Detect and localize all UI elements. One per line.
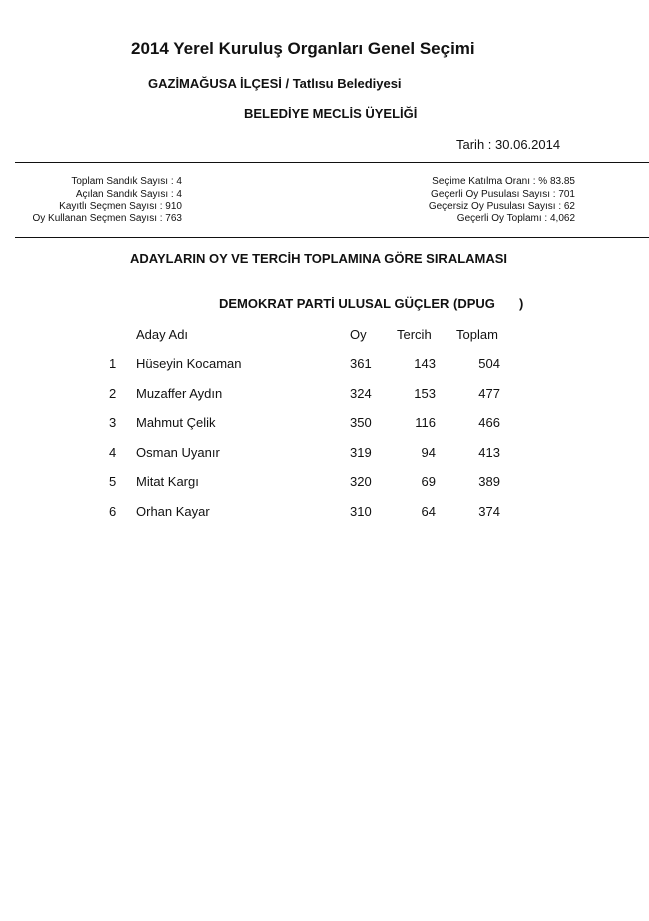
row-tercih: 64 bbox=[421, 504, 436, 519]
row-toplam: 466 bbox=[478, 415, 500, 430]
row-toplam: 374 bbox=[478, 504, 500, 519]
row-tercih: 69 bbox=[421, 474, 436, 489]
row-toplam: 477 bbox=[478, 386, 500, 401]
row-candidate-name: Muzaffer Aydın bbox=[136, 386, 223, 401]
row-tercih: 153 bbox=[414, 386, 436, 401]
stat-registered-voters: Kayıtlı Seçmen Sayısı : 910 bbox=[59, 201, 182, 212]
stat-valid-ballots: Geçerli Oy Pusulası Sayısı : 701 bbox=[431, 189, 575, 200]
row-rank: 3 bbox=[109, 415, 117, 430]
header-tercih: Tercih bbox=[397, 327, 432, 342]
row-rank: 2 bbox=[109, 386, 117, 401]
row-candidate-name: Orhan Kayar bbox=[136, 504, 210, 519]
row-toplam: 504 bbox=[478, 356, 500, 371]
stat-turnout: Seçime Katılma Oranı : % 83.85 bbox=[432, 176, 575, 187]
report-date: Tarih : 30.06.2014 bbox=[456, 137, 561, 152]
row-tercih: 143 bbox=[414, 356, 436, 371]
row-oy: 361 bbox=[350, 356, 372, 371]
top-divider bbox=[15, 162, 649, 163]
section-title: ADAYLARIN OY VE TERCİH TOPLAMINA GÖRE SIRALAMASI bbox=[130, 251, 508, 266]
party-name: DEMOKRAT PARTİ ULUSAL GÜÇLER (DPUG bbox=[219, 296, 495, 311]
office-subtitle: BELEDİYE MECLİS ÜYELİĞİ bbox=[244, 106, 418, 121]
row-rank: 5 bbox=[109, 474, 117, 489]
header-toplam: Toplam bbox=[456, 327, 498, 342]
row-rank: 1 bbox=[109, 356, 117, 371]
row-oy: 319 bbox=[350, 445, 372, 460]
stat-opened-ballot-boxes: Açılan Sandık Sayısı : 4 bbox=[75, 189, 182, 200]
row-oy: 324 bbox=[350, 386, 372, 401]
stat-invalid-ballots: Geçersiz Oy Pusulası Sayısı : 62 bbox=[428, 201, 575, 212]
row-candidate-name: Mahmut Çelik bbox=[136, 415, 216, 430]
header-candidate-name: Aday Adı bbox=[136, 327, 189, 342]
row-tercih: 94 bbox=[421, 445, 436, 460]
party-name-close: ) bbox=[519, 296, 524, 311]
stat-valid-vote-total: Geçerli Oy Toplamı : 4,062 bbox=[456, 213, 575, 224]
row-candidate-name: Hüseyin Kocaman bbox=[136, 356, 242, 371]
row-oy: 350 bbox=[350, 415, 372, 430]
stat-total-ballot-boxes: Toplam Sandık Sayısı : 4 bbox=[71, 176, 182, 187]
page-title: 2014 Yerel Kuruluş Organları Genel Seçimi bbox=[131, 39, 475, 58]
header-oy: Oy bbox=[350, 327, 367, 342]
row-toplam: 389 bbox=[478, 474, 500, 489]
row-oy: 320 bbox=[350, 474, 372, 489]
row-oy: 310 bbox=[350, 504, 372, 519]
row-rank: 4 bbox=[109, 445, 117, 460]
row-rank: 6 bbox=[109, 504, 117, 519]
row-toplam: 413 bbox=[478, 445, 500, 460]
bottom-divider bbox=[15, 237, 649, 238]
stat-voters-voted: Oy Kullanan Seçmen Sayısı : 763 bbox=[32, 213, 182, 224]
row-candidate-name: Osman Uyanır bbox=[136, 445, 220, 460]
row-candidate-name: Mitat Kargı bbox=[136, 474, 199, 489]
row-tercih: 116 bbox=[415, 415, 436, 430]
district-subtitle: GAZİMAĞUSA İLÇESİ / Tatlısu Belediyesi bbox=[148, 76, 402, 91]
